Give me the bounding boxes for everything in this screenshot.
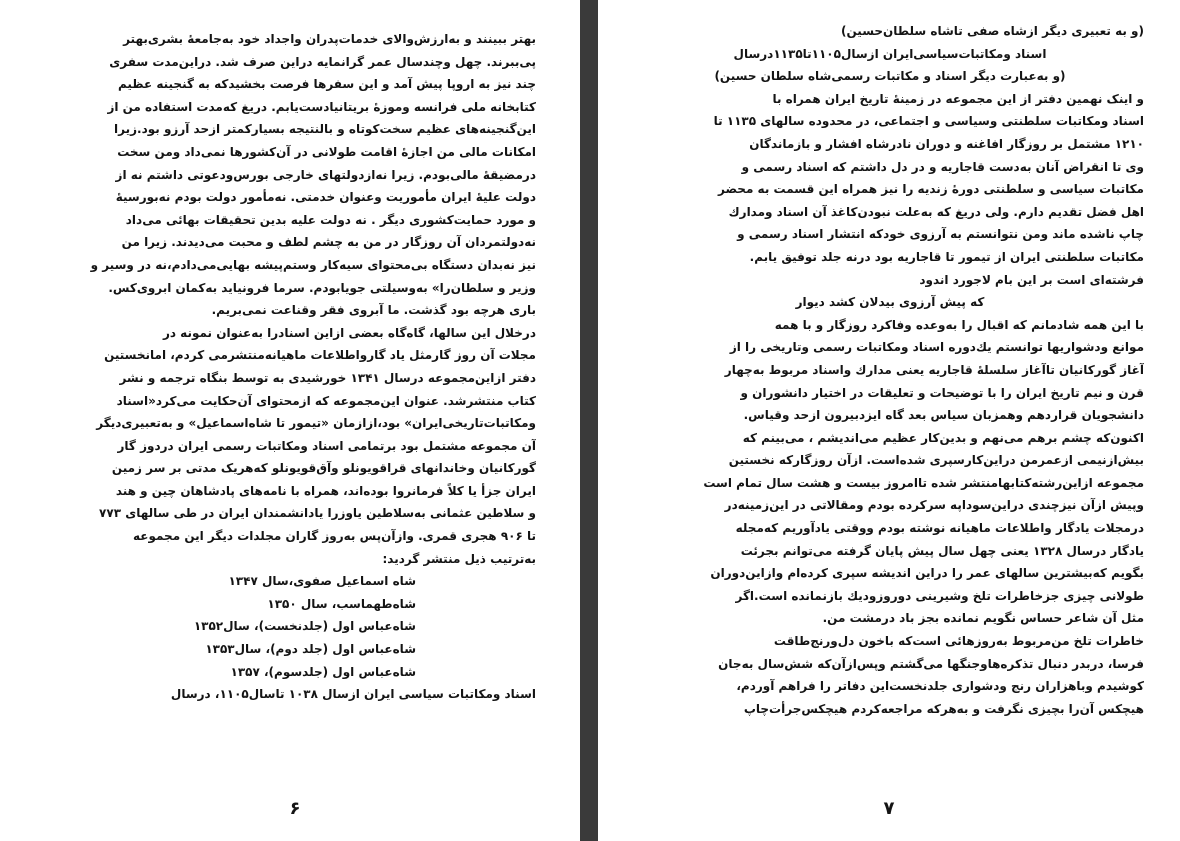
text-line: دفتر ازاین‌مجموعه درسال ۱۳۴۱ خورشیدی به توسط بنگاه ترجمه و نشر — [119, 370, 536, 385]
book-gutter — [580, 0, 598, 841]
text-line: و اینک نهمین دفتر از این مجموعه در زمینهٔ تاریخ ایران همراه با — [772, 91, 1144, 106]
text-line: وزیر و سلطان‌را» به‌وسیلتی جویا‌بودم. سرما فرونیاید به‌کمان ابروی‌کس. — [108, 280, 536, 295]
text-line: دانشجویان قراردهم وهمزبان سیاس بعد گاه ایزدبیرون ازحد وقیاس. — [743, 408, 1144, 423]
text-line: و مورد حمایت‌کشوری دیگر . نه دولت علیه بدین تحقیقات بهائی می‌داد — [125, 212, 536, 227]
left-page — [0, 0, 580, 841]
text-line: طولانی چیزی جزخاطرات تلخ وشیرینی دوروزودیك بازنمانده است.اگر — [735, 588, 1144, 603]
text-line: موانع ودشواریها توانستم یك‌دوره اسناد ومکاتبات رسمی وتاریخی را از — [729, 340, 1144, 355]
text-line: خاطرات تلخ من‌مربوط به‌روزهائی است‌که باخون دل‌ورنج‌طاقت — [773, 634, 1144, 649]
text-line: مکاتبات سیاسی و سلطنتی دورهٔ زندیه را نیز همراه این قسمت به محضر — [718, 182, 1144, 197]
text-line: تا ۹۰۶ هجری قمری. وازآن‌پس به‌روز گاران مجلدات دیگر این مجموعه — [133, 529, 536, 544]
text-line: درمضیقهٔ مالی‌بودم. زیرا نه‌ازدولتهای خارجی بورس‌ودعوتی داشتم نه از — [115, 167, 536, 182]
text-line: وی تا انقراض آنان به‌دست قاجاریه و در دل داشتم که اسناد رسمی و — [741, 159, 1144, 174]
text-line: یادگار درسال ۱۳۲۸ یعنی چهل سال پیش پایان گرفته می‌توانم بجرئت — [740, 543, 1144, 558]
text-line: گورکانیان وخاندانهای قراقویونلو وآق‌قویونلو که‌هریک مدتی بر سر زمین — [111, 461, 536, 476]
text-line: اکنون‌که چشم برهم می‌نهم و بدین‌کار عظیم می‌اندیشم ، می‌بینم که — [742, 430, 1144, 445]
list-item: شاه‌عباس اول (جلدنخست)، سال۱۳۵۲ — [193, 619, 416, 634]
text-line: فرشته‌ای است بر این بام لاجورد اندود — [919, 272, 1144, 287]
text-line: پی‌ببرند. چهل وچندسال عمر گرانمایه دراین صرف شد. دراین‌مدت سفری — [109, 54, 536, 69]
text-line: درمجلات یادگار واطلاعات ماهیانه نوشته بودم ووقتی یادآوریم که‌مجله — [735, 521, 1144, 536]
text-line: فرسا، دربدر دنبال تذکره‌هاوجنگها می‌گشتم وپس‌ازآن‌که شش‌سال به‌جان — [718, 656, 1144, 671]
text-line: مجموعه ازاین‌رشته‌کتابهامنتشر شده تاامروز بیست و هشت سال تمام است — [703, 475, 1144, 490]
text-line: چند نیز به اروپا پیش آمد و این سفرها فرصت بخشیدکه به گنجینه عظیم — [117, 77, 536, 92]
publication-list — [40, 570, 536, 683]
list-item: شاه‌عباس اول (جلد دوم)، سال۱۳۵۳ — [205, 642, 416, 657]
text-line: نیز نه‌بدان دستگاه بی‌محتوای سیه‌کار وستم‌پیشه بهایی‌می‌دادم،نه در وسیر و — [90, 257, 536, 272]
text-line: نه‌دولتمردان آن روزگار در من به چشم لطف و محبت می‌دیدند. زیرا من — [121, 235, 536, 250]
text-line: و سلاطین عثمانی به‌سلاطین یاوزرا یادانشمندان ایران در طی سالهای ۷۷۳ — [99, 506, 536, 521]
text-line: قرن و نیم تاریخ ایران را با توضیحات و تعلیقات در اختیار دانشوران و — [740, 385, 1144, 400]
list-item: شاه اسماعیل صفوی،سال ۱۳۴۷ — [228, 574, 416, 589]
text-line: مکاتبات سلطنتی ایران از تیمور تا قاجاریه بود درنه جلد توفیق یابم. — [749, 249, 1144, 264]
text-line: که پیش آرزوی بیدلان کشد دیوار — [795, 295, 985, 310]
text-line: ومکاتبات‌تاریخی‌ایران» بود،ازازمان «تیمور تا شاه‌اسماعیل» و به‌تعبیری‌دیگر — [96, 416, 536, 431]
list-item: شاه‌طهماسب، سال ۱۳۵۰ — [267, 596, 416, 611]
text-line: اسناد ومکاتبات سیاسی ایران ازسال ۱۰۳۸ تاسال۱۱۰۵، درسال — [170, 687, 536, 702]
text-line: باری هرچه بود گذشت. ما آبروی فقر وقناعت نمی‌بریم. — [211, 303, 536, 318]
text-line: بهتر ببینند و به‌ارزش‌والای خدمات‌پدران واجداد خود به‌جامعهٔ بشری‌بهتر — [123, 32, 536, 46]
text-line: اسناد ومکاتبات سلطنتی وسیاسی و اجتماعی، در محدوده سالهای ۱۱۳۵ تا — [713, 114, 1144, 129]
text-line: اهل فضل تقدیم دارم. ولی دریغ که به‌علت نبودن‌کاغذ آن اسناد ومدارك — [728, 204, 1144, 219]
text-line: با این همه شادمانم که اقبال را به‌وعده وفاکرد روزگار و با همه — [774, 317, 1144, 332]
text-line: آن مجموعه مشتمل بود برتمامی اسناد ومکاتبات رسمی ایران دردوز گار — [117, 438, 536, 453]
right-page — [598, 0, 1180, 841]
page-number-right: ۷ — [883, 798, 895, 819]
text-line: مجلات آن روز گارمثل یاد گاروا‌طلاعات ماهیانه‌منتشرمی کردم، امانخستین — [104, 348, 536, 363]
text-line: کتابخانه ملی فرانسه وموزهٔ بریتانیادست‌یابم. دریغ که‌مدت استفاده من از — [107, 99, 536, 114]
list-item: شاه‌عباس اول (جلدسوم)، ۱۳۵۷ — [230, 664, 416, 679]
text-line: وپیش ازآن نیزچندی دراین‌سوداپه سرکرده بودم ومقالاتی در این‌زمینه‌در — [724, 498, 1144, 513]
left-page-body — [40, 28, 536, 570]
text-line: امکانات مالی من اجازهٔ اقامت طولانی در آن‌کشورها نمی‌داد ومن سخت — [117, 144, 536, 159]
text-line: ۱۲۱۰ مشتمل بر روزگار افاغنه و دوران نادرشاه افشار و بازماندگان — [749, 136, 1144, 151]
text-line: کوشیدم وباهزاران رنج ودشواری جلدنخست‌این دفاتر را فراهم آوردم، — [736, 679, 1144, 694]
text-line: درخلال این سالها، گاه‌گاه بعضی ازاین اسنادرا به‌عنوان نمونه در — [162, 325, 536, 340]
text-line: ایران جزأ یا کلاً فرمانروا بوده‌اند، همراه با نامه‌های پادشاهان چین و هند — [115, 483, 536, 498]
left-page-tail — [40, 683, 536, 706]
right-page-body — [636, 20, 1144, 720]
text-line: بیش‌ازنیمی ازعمرمن دراین‌کارسپری شده‌است. ازآن روزگارکه نخستین — [728, 453, 1144, 468]
text-line: هیچکس آن‌را بچیزی نگرفت و به‌هرکه مراجعه‌کردم هیچکس‌جرأت‌چاپ — [743, 701, 1144, 716]
text-line: این‌گنجینه‌های عظیم سخت‌کوتاه و با‌لنتیجه بسیارکمتر ازحد آرزو بود.زیرا — [114, 122, 536, 137]
text-line: به‌ترتیب ذیل منتشر گردید: — [382, 551, 536, 566]
text-line: چاپ ناشده ماند ومن نتوانستم به آرزوی خودکه انتشار اسناد رسمی و — [737, 227, 1144, 242]
text-line: بگویم که‌بیشترین سالهای عمر را دراین اندیشه سپری کرده‌ام وازاین‌دوران — [710, 566, 1144, 581]
text-line: (و به‌عبارت دیگر اسناد و مکاتبات رسمی‌شاه سلطان حسین) — [714, 69, 1066, 84]
text-line: مثل آن شاعر حساس نگویم نمانده بجز باد درمشت من. — [822, 611, 1144, 626]
page-number-left: ۶ — [289, 798, 301, 819]
text-line: (و به تعبیری دیگر ازشاه صفی تاشاه سلطان‌حسین) — [841, 24, 1144, 38]
text-line: اسناد ومکاتبات‌سیاسی‌ایران ازسال۱۱۰۵تا۱۱۳۵درسال — [733, 46, 1047, 61]
text-line: دولت علیهٔ ایران مأموریت وعنوان خدمتی. نه‌مأمور دولت بودم نه‌بورسیهٔ — [115, 190, 536, 205]
text-line: کتاب منتشرشد. عنوان این‌مجموعه که ازمحتوای آن‌حکایت می‌کرد«اسناد — [116, 393, 536, 408]
text-line: آغاز گورکانیان تاآغاز سلسلهٔ قاجاریه یعنی مدارك واسناد مربوط به‌چهار — [724, 362, 1144, 377]
